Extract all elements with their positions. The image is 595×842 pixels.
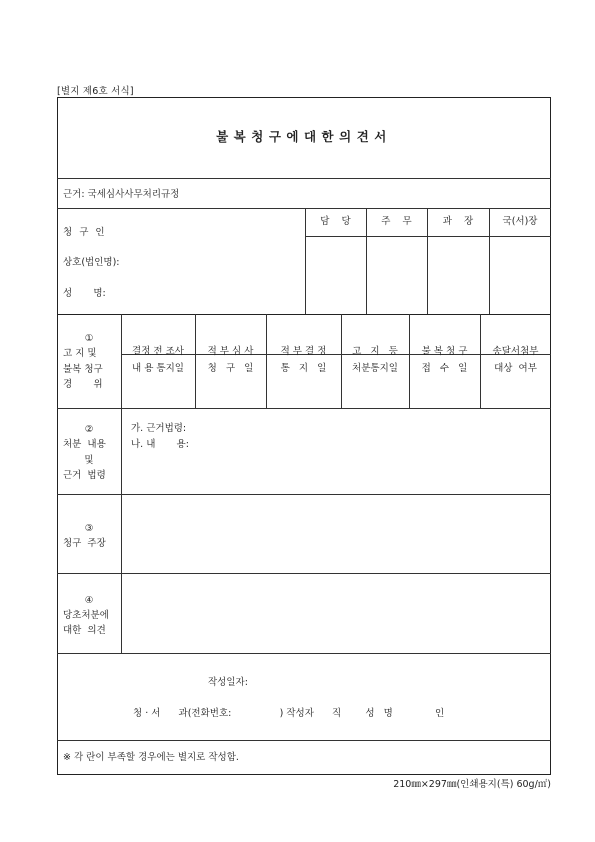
section1-label-line: 불복 청구 (63, 364, 103, 375)
section1-number: ① (84, 333, 94, 344)
section1-label-line: 경 위 (63, 379, 103, 390)
divider (57, 314, 551, 315)
divider (57, 740, 551, 741)
paper-size-label: 210㎜×297㎜(인쇄용지(특) 60g/㎡) (393, 779, 551, 790)
section1-label-line: 고 지 및 (63, 348, 97, 359)
section1-header-delivery-attachment: 송달서첨부 대상 여부 (492, 346, 539, 374)
divider (57, 653, 551, 654)
approval-header-staff: 담 당 (320, 216, 351, 227)
basis-text: 근거: 국세심사사무처리규정 (63, 189, 180, 200)
section2-number: ② (84, 424, 94, 435)
section1-value-cell[interactable] (481, 355, 550, 407)
divider (57, 408, 551, 409)
divider (57, 178, 551, 179)
company-label: 상호(법인명): (63, 257, 120, 268)
section1-header-review-claim-date: 적 부 심 사 청 구 일 (207, 346, 254, 374)
content-label: 나. 내 용: (131, 439, 189, 450)
section1-header-pre-decision-notice: 결정 전 조사 내 용 통지일 (132, 346, 184, 374)
form-number-label: [별지 제6호 서식] (57, 86, 134, 97)
section1-header-review-decision-notice: 적 부 결 정 통 지 일 (280, 346, 327, 374)
claim-argument-field[interactable] (122, 495, 550, 572)
section2-label-line: 근거 법령 (63, 470, 106, 481)
approval-header-director: 국(서)장 (502, 216, 538, 227)
section4-number: ④ (84, 595, 94, 606)
section2-label-line: 및 (84, 455, 94, 466)
legal-basis-label: 가. 근거법령: (131, 423, 187, 434)
section1-value-cell[interactable] (267, 355, 340, 407)
claimant-label: 청 구 인 (63, 227, 107, 238)
section2-label-line: 처분 내용 (63, 439, 106, 450)
approval-header-section-head: 과 장 (442, 216, 474, 227)
section3-label: 청구 주장 (63, 538, 106, 549)
divider (57, 208, 551, 209)
date-label: 작성일자: (208, 677, 248, 688)
section1-value-cell[interactable] (342, 355, 408, 407)
approval-box-staff[interactable] (306, 237, 365, 313)
section1-header-disposition-notice-date: 고 지 등 처분통지일 (352, 346, 398, 374)
section3-number: ③ (84, 523, 94, 534)
name-label: 성 명: (63, 288, 106, 299)
approval-box-director[interactable] (490, 237, 550, 313)
section1-value-cell[interactable] (196, 355, 265, 407)
approval-box-section-head[interactable] (428, 237, 488, 313)
section1-header-appeal-receipt-date: 불 복 청 구 접 수 일 (421, 346, 468, 374)
section4-label-line: 당초처분에 (63, 610, 109, 621)
section1-value-cell[interactable] (410, 355, 479, 407)
approval-box-chief[interactable] (367, 237, 426, 313)
section4-label-line: 대한 의견 (63, 625, 106, 636)
office-writer-line: 청 · 서 과(전화번호: ) 작성자 직 성 명 인 (133, 708, 445, 719)
original-disposition-opinion-field[interactable] (122, 574, 550, 652)
page-title: 불복청구에대한의견서 (216, 129, 392, 144)
footnote: ※ 각 란이 부족할 경우에는 별지로 작성함. (63, 752, 239, 763)
section1-value-cell[interactable] (122, 355, 194, 407)
approval-header-chief: 주 무 (381, 216, 412, 227)
